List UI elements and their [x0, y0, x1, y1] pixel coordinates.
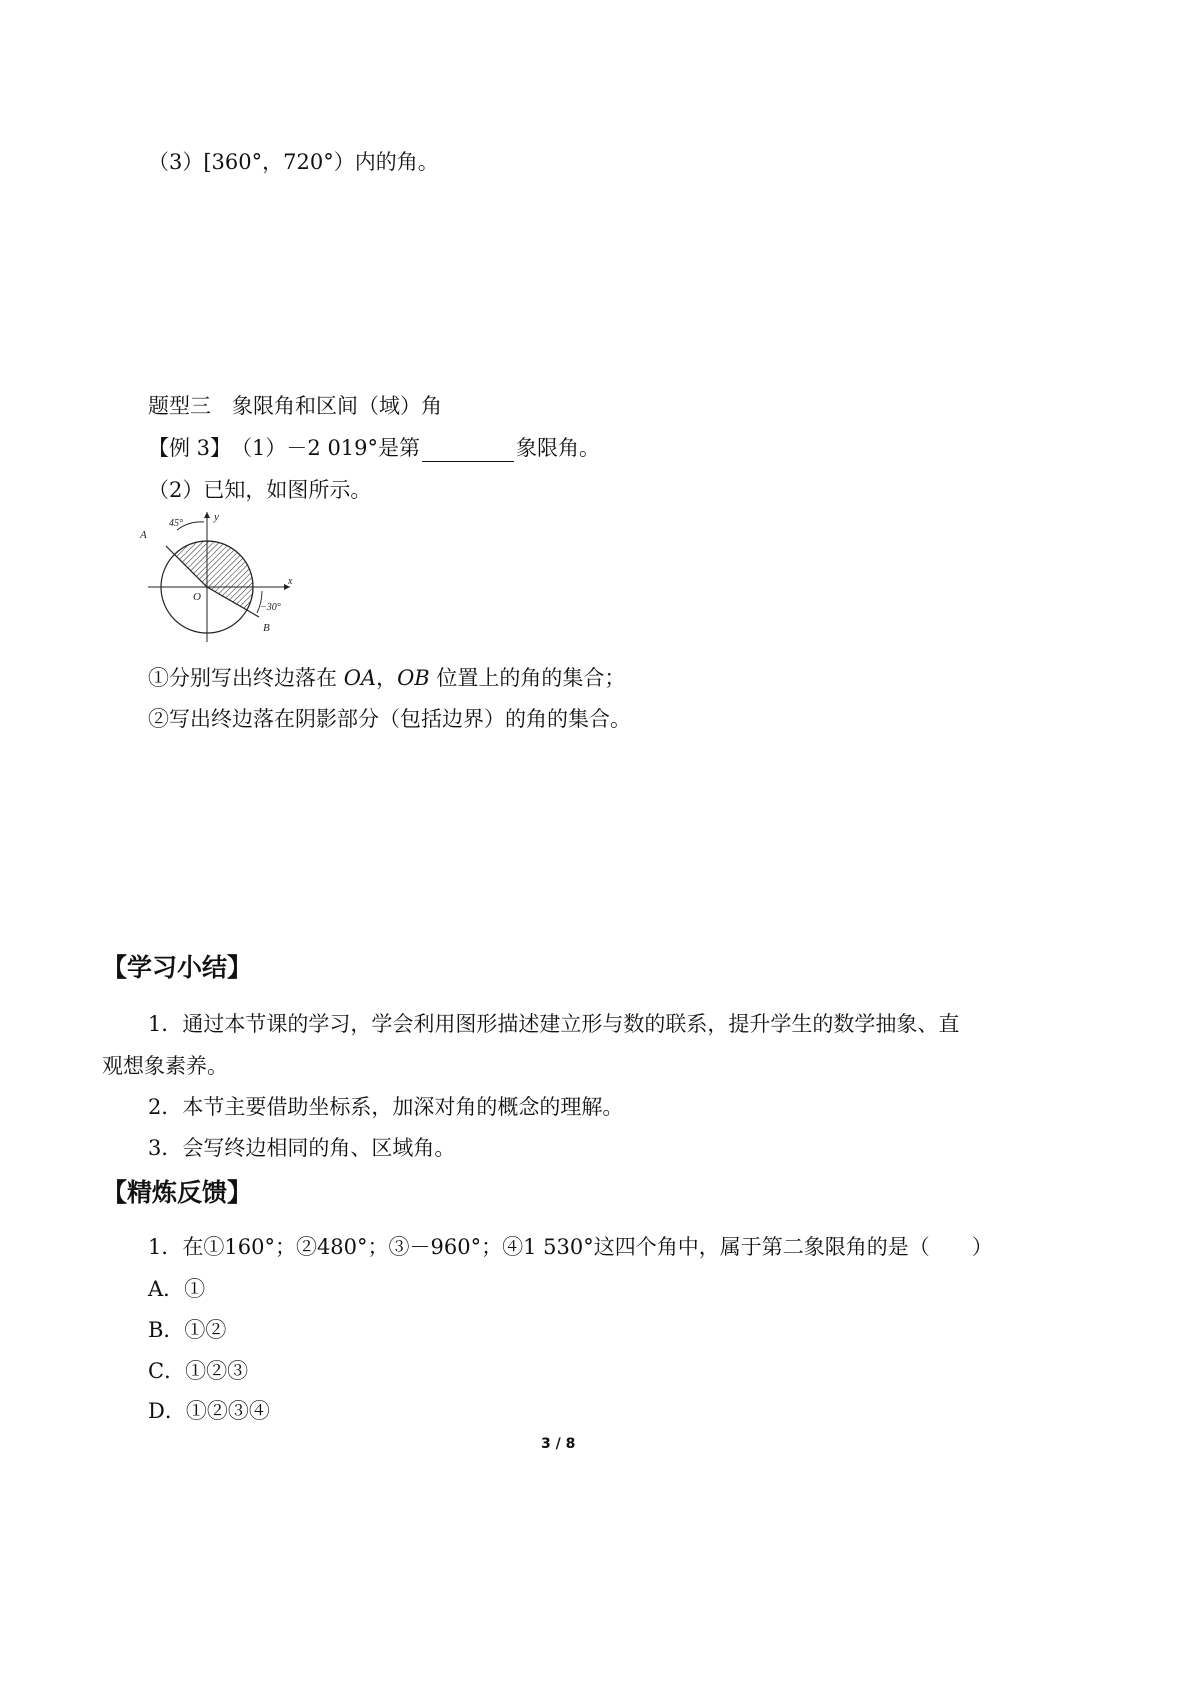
- label-x-axis: x: [288, 576, 293, 587]
- angle-figure: [140, 508, 300, 634]
- example-3-part-2: （2）已知，如图所示。: [148, 478, 372, 502]
- example-3-part-1: [148, 434, 600, 462]
- question-1-suffix: 位置上的角的集合；: [429, 666, 626, 690]
- feedback-heading: 【精炼反馈】: [102, 1178, 253, 1207]
- shaded-sector: [174, 541, 253, 610]
- answer-blank: [422, 439, 514, 462]
- summary-item-1-line-2: 观想象素养。: [102, 1054, 228, 1078]
- part-1-text: （1）－2 019°是第: [220, 436, 421, 460]
- y-axis-arrow: [204, 512, 210, 518]
- part-1-suffix: 象限角。: [516, 436, 601, 460]
- option-d: D．①②③④: [148, 1399, 270, 1423]
- label-point-a: A: [140, 529, 147, 541]
- ray-ob: OB: [397, 666, 430, 690]
- item-3-text: （3）[360°，720°）内的角。: [148, 150, 439, 174]
- label-y-axis: y: [214, 511, 219, 523]
- section-title: 题型三 象限角和区间（域）角: [148, 394, 442, 418]
- question-2: ②写出终边落在阴影部分（包括边界）的角的集合。: [148, 707, 631, 731]
- example-label: 【例 3】: [148, 436, 221, 460]
- question-1: [148, 664, 625, 692]
- label-45-degrees: 45°: [169, 518, 183, 529]
- question-1-separator: ，: [376, 666, 398, 690]
- summary-item-2: 2．本节主要借助坐标系，加深对角的概念的理解。: [148, 1095, 624, 1119]
- option-a: A．①: [148, 1277, 206, 1301]
- label-origin: O: [193, 591, 201, 603]
- label-neg-30-degrees: −30°: [260, 602, 281, 613]
- question-1-prefix: ①分别写出终边落在: [148, 666, 344, 690]
- label-point-b: B: [263, 622, 270, 634]
- summary-item-1-line-1: 1．通过本节课的学习，学会利用图形描述建立形与数的联系，提升学生的数学抽象、直: [148, 1012, 960, 1036]
- summary-heading: 【学习小结】: [102, 953, 253, 982]
- feedback-question-1: 1．在①160°；②480°；③－960°；④1 530°这四个角中，属于第二象限角的是（ ）: [148, 1235, 993, 1259]
- ray-oa: OA: [343, 666, 377, 690]
- page-number: 3 / 8: [541, 1436, 576, 1452]
- option-c: C．①②③: [148, 1359, 249, 1383]
- summary-item-3: 3．会写终边相同的角、区域角。: [148, 1136, 456, 1160]
- option-b: B．①②: [148, 1318, 227, 1342]
